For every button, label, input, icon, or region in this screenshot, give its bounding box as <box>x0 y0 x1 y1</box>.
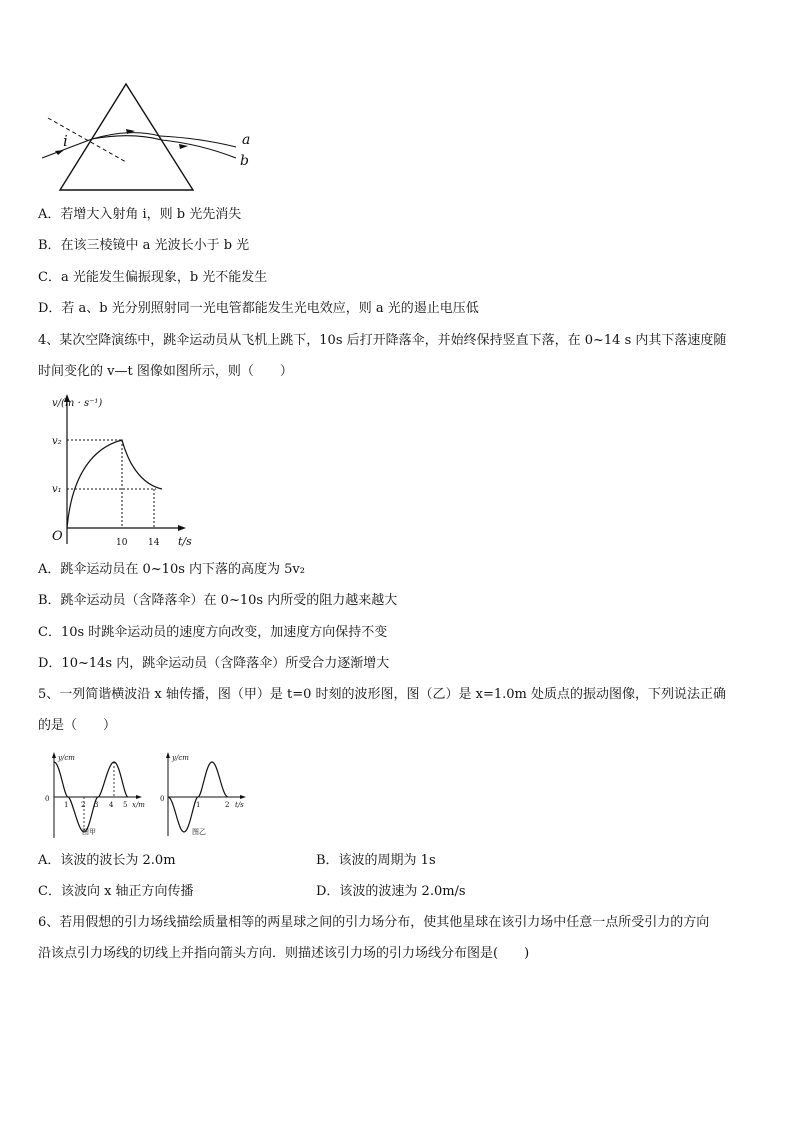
fig-a-caption: 图甲 <box>82 828 96 836</box>
v1-label: v₁ <box>52 484 62 495</box>
v-axis-label: v/(m · s⁻¹) <box>52 398 103 409</box>
q5-stem-line2: 的是（ ） <box>38 718 117 733</box>
fig-a-tick-4: 4 <box>109 801 114 809</box>
label-b: b <box>240 153 249 169</box>
fig-a-tick-5: 5 <box>123 801 128 809</box>
q5-stem-line1: 5、一列简谐横波沿 x 轴传播，图（甲）是 t=0 时刻的波形图，图（乙）是 x=1.0m 处质点的振动图像，下列说法正确 <box>38 687 727 702</box>
q4-option-b: B．跳伞运动员（含降落伞）在 0~10s 内所受的阻力越来越大 <box>38 593 398 608</box>
q3-option-b: B．在该三棱镜中 a 光波长小于 b 光 <box>38 238 250 253</box>
q5-option-d: D．该波的波速为 2.0m/s <box>316 884 466 899</box>
vt-curve <box>67 440 162 528</box>
q6-stem-line1: 6、若用假想的引力场线描绘质量相等的两星球之间的引力场分布，使其他星球在该引力场中任意一点所受引力的方向 <box>38 915 710 930</box>
q6-stem-line2: 沿该点引力场线的切线上并指向箭头方向．则描述该引力场的引力场线分布图是( ) <box>38 946 530 961</box>
q4-option-c: C．10s 时跳伞运动员的速度方向改变，加速度方向保持不变 <box>38 625 388 640</box>
origin-label: O <box>52 529 63 544</box>
normal-line <box>48 118 126 162</box>
fig-b-ylabel: y/cm <box>172 754 189 762</box>
q3-option-c: C．a 光能发生偏振现象，b 光不能发生 <box>38 270 268 285</box>
q5-option-c: C．该波向 x 轴正方向传播 <box>38 884 194 899</box>
incident-arrow <box>55 150 64 155</box>
tick-10: 10 <box>116 538 128 548</box>
vt-graph <box>40 392 200 552</box>
fig-b-tick-1: 1 <box>196 801 201 809</box>
tick-14: 14 <box>148 538 160 548</box>
fig-a-tick-1: 1 <box>64 801 69 809</box>
inside-arrow <box>126 129 135 134</box>
fig-b-caption: 图乙 <box>192 828 206 836</box>
label-a: a <box>242 132 251 148</box>
wave-graph-fig-a <box>42 750 152 845</box>
vibration-graph-fig-b <box>158 750 258 845</box>
fig-b-origin: 0 <box>160 795 165 803</box>
fig-a-xlabel: x/m <box>132 801 145 809</box>
ray-b-out <box>162 140 236 158</box>
label-i: i <box>63 132 68 150</box>
fig-a-tick-2: 2 <box>81 801 86 809</box>
t-axis-label: t/s <box>178 535 192 548</box>
q4-stem-line2: 时间变化的 v—t 图像如图所示，则（ ） <box>38 364 293 379</box>
q5-option-b: B．该波的周期为 1s <box>316 853 436 868</box>
fig-a-ylabel: y/cm <box>58 754 75 762</box>
q4-option-a: A．跳伞运动员在 0~10s 内下落的高度为 5v₂ <box>38 562 305 577</box>
v2-label: v₂ <box>52 436 62 447</box>
t-axis-arrow <box>178 525 186 531</box>
q3-option-a: A．若增大入射角 i，则 b 光先消失 <box>38 207 242 222</box>
fig-b-tick-2: 2 <box>225 801 230 809</box>
q4-option-d: D．10~14s 内，跳伞运动员（含降落伞）所受合力逐渐增大 <box>38 656 390 671</box>
q5-option-a: A．该波的波长为 2.0m <box>38 853 176 868</box>
fig-a-tick-3: 3 <box>94 801 99 809</box>
fig-a-origin: 0 <box>45 795 50 803</box>
prism-figure <box>0 0 794 200</box>
q4-stem-line1: 4、某次空降演练中，跳伞运动员从飞机上跳下，10s 后打开降落伞，并始终保持竖直下落，在 0~14 s 内其下落速度随 <box>38 333 727 348</box>
q3-option-d: D．若 a、b 光分别照射同一光电管都能发生光电效应，则 a 光的遏止电压低 <box>38 301 479 316</box>
fig-b-xlabel: t/s <box>235 801 244 809</box>
exit-arrow-b <box>179 144 188 149</box>
